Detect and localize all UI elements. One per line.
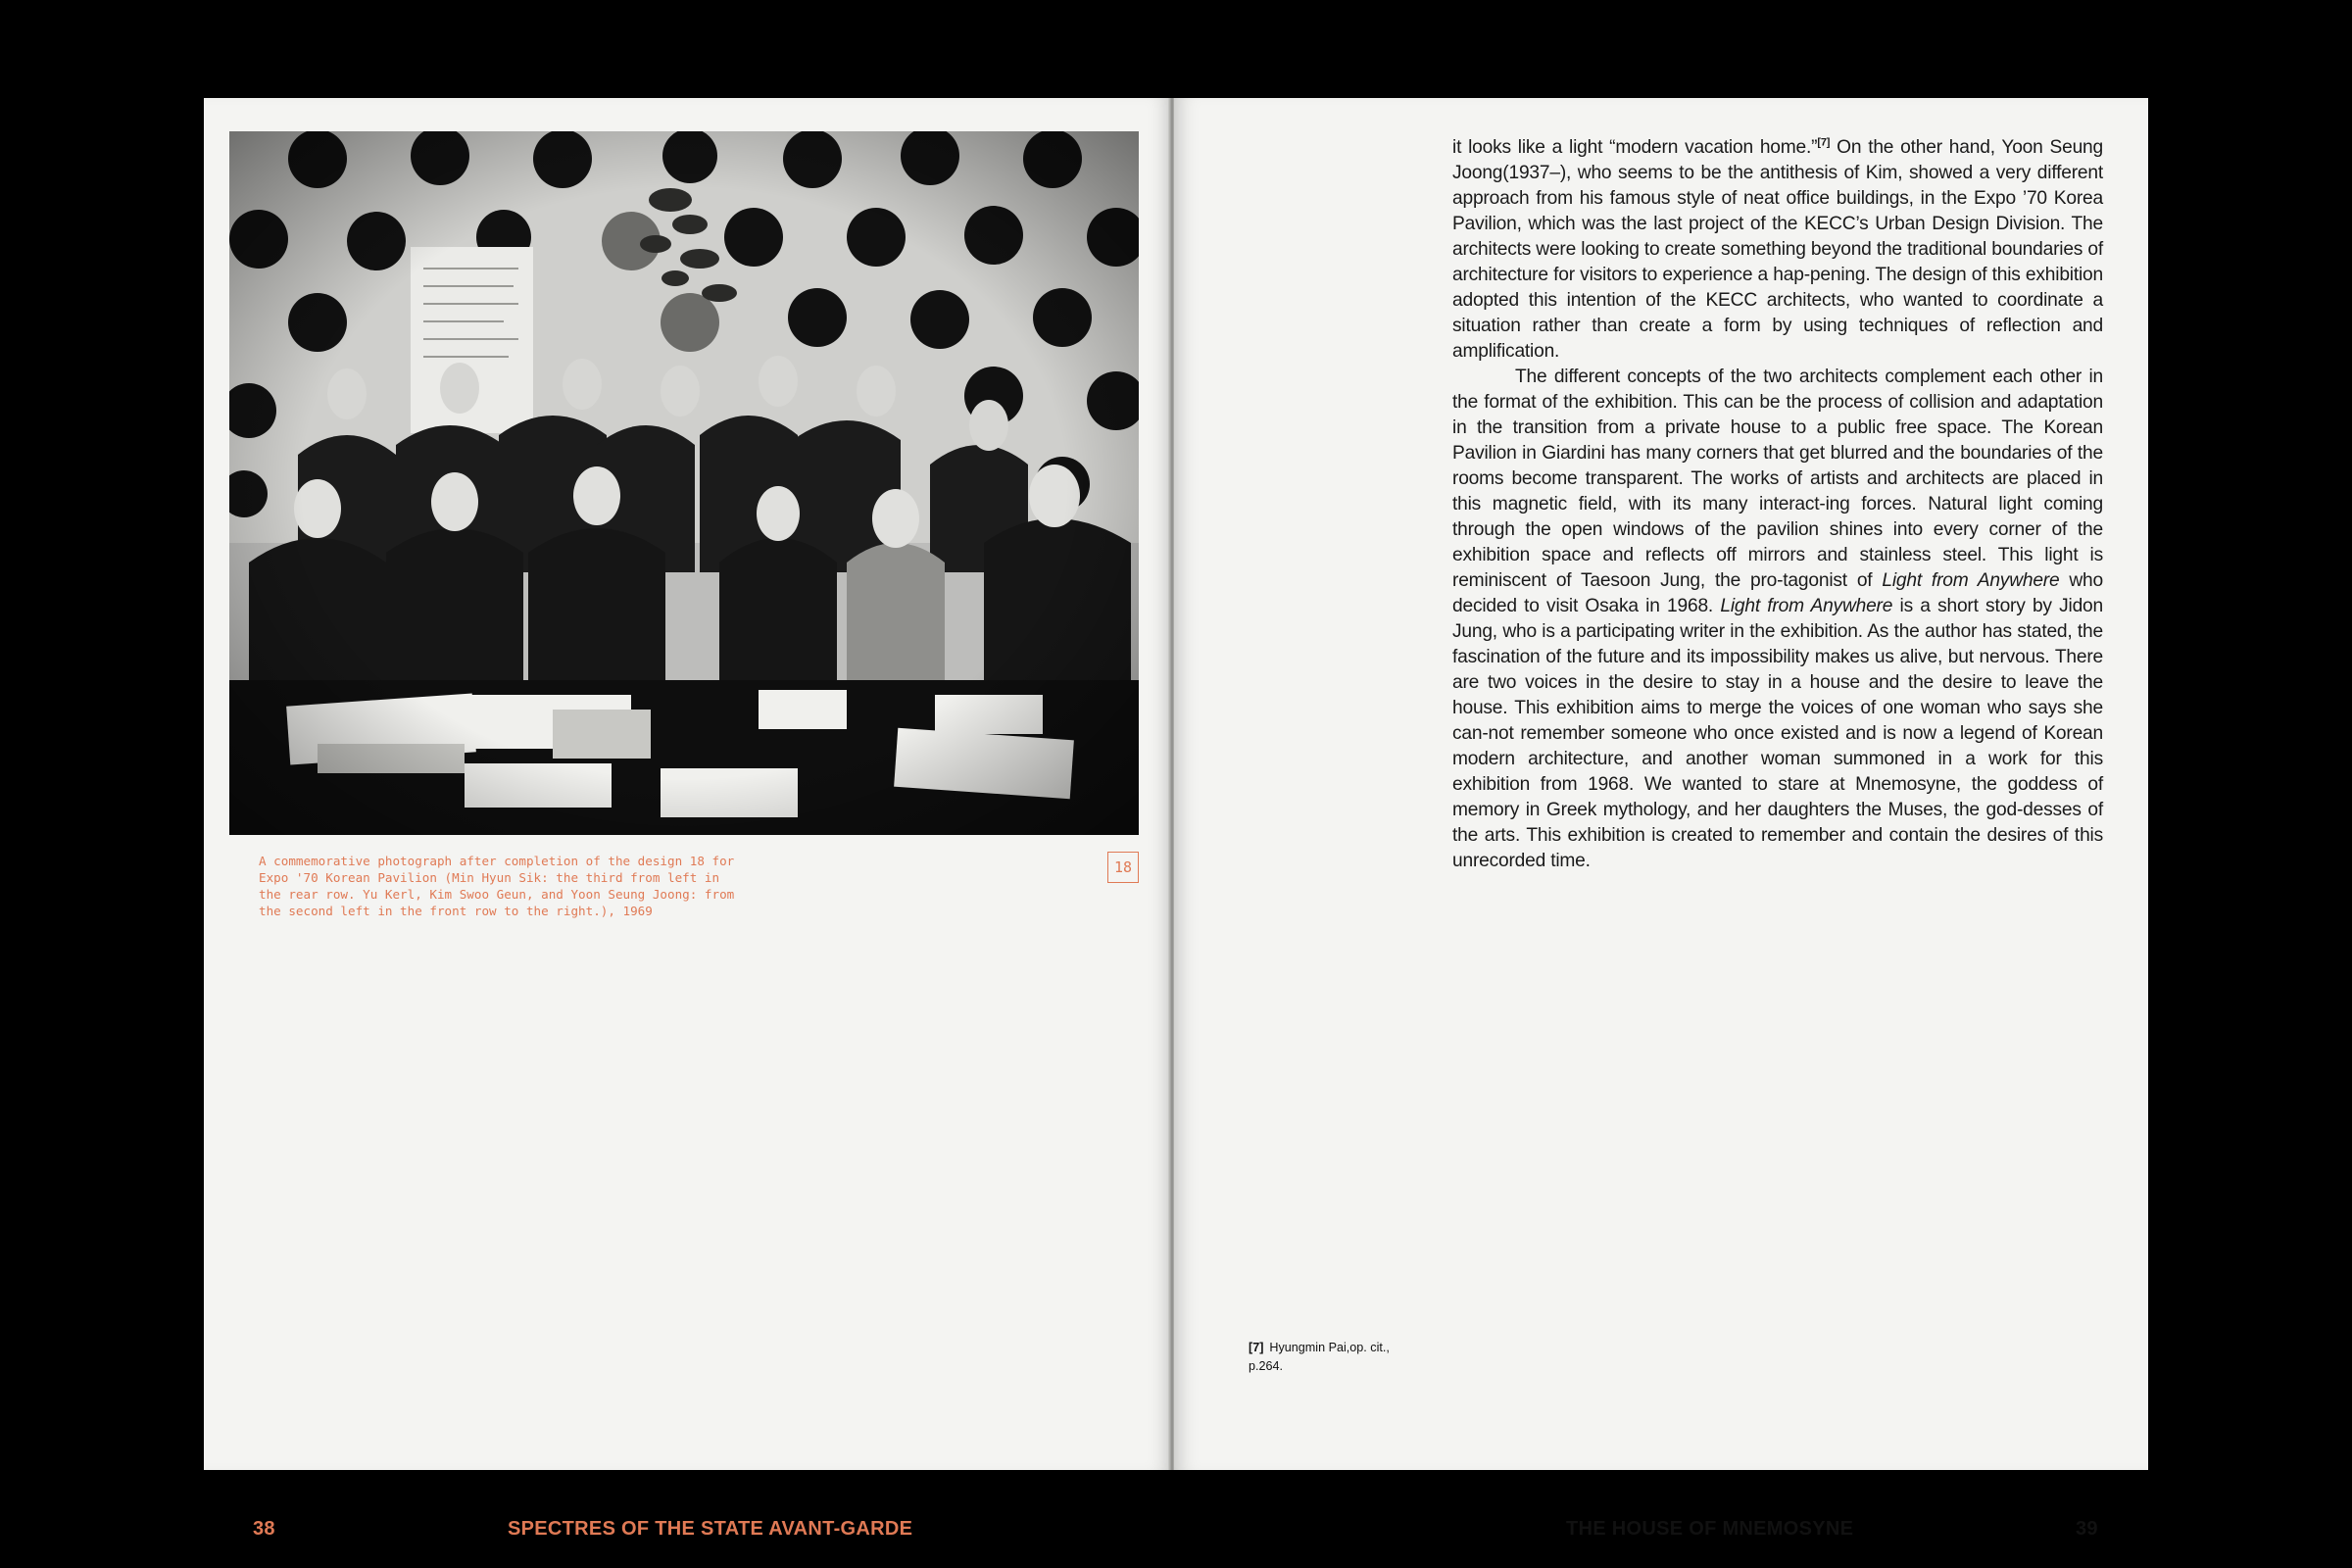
paragraph-2-middle: who decided to visit Osaka in 1968. — [1452, 570, 2103, 616]
footnote — [1249, 1339, 1425, 1376]
page-number-left: 38 — [253, 1518, 275, 1540]
commemorative-photograph — [229, 131, 1139, 835]
paragraph-1-start: it looks like a light “modern vacation home.” — [1452, 137, 1818, 158]
body-text — [1452, 135, 2103, 874]
figure-caption: A commemorative photograph after completion of the design 18 for Expo '70 Korean Pavilion (Min Hyun Sik: the third from left in the rear row. Yu Kerl, Kim Swoo Geun, and Yoon Seung Joong: from the second left in the front row to the right.), 1969 — [259, 854, 735, 918]
paragraph-2 — [1452, 365, 2103, 874]
work-title: Light from Anywhere — [1720, 596, 1893, 616]
right-page — [1174, 98, 2148, 1540]
figure-number-badge: 18 — [1107, 852, 1139, 883]
left-page — [204, 98, 1172, 1540]
footnote-reference: [7] — [1817, 136, 1831, 149]
paragraph-2-end: is a short story by Jidon Jung, who is a participating writer in the exhibition. As the author has stated, the fascination of the future and its impossibility makes us alive, but nervous. There are two voices in the desire to stay in a house and the desire to leave the house. This exhibition aims to merge the voices of one woman who says she can-not remember someone who once existed and is now a legend of Korean modern architecture, and another woman summoned in a work for this exhibition from 1968. We wanted to stare at Mnemosyne, the goddess of memory in Greek mythology, and her daughters the Muses, the god-desses of the arts. This exhibition is created to remember and contain the desires of this unrecorded time. — [1452, 596, 2103, 871]
footnote-text: Hyungmin Pai,op. cit., p.264. — [1249, 1341, 1390, 1373]
running-title-right: THE HOUSE OF MNEMOSYNE — [1566, 1518, 1854, 1540]
paragraph-2-start: The different concepts of the two architects complement each other in the format of the exhibition. This can be the process of collision and adaptation in the transition from a private house to a public free space. The Korean Pavilion in Giardini has many corners that get blurred and the boundaries of the rooms become transparent. The works of artists and architects are placed in this magnetic field, with its many interact-ing forces. Natural light coming through the open windows of the pavilion shines into every corner of the exhibition space and reflects off mirrors and stainless steel. This light is reminiscent of Taesoon Jung, the pro-tagonist of — [1452, 367, 2103, 591]
paragraph-1-rest: On the other hand, Yoon Seung Joong(1937–), who seems to be the antithesis of Kim, showed a very different approach from his famous style of neat office buildings, in the Expo ’70 Korea Pavilion, which was the last project of the KECC’s Urban Design Division. The architects were looking to create something beyond the traditional boundaries of architecture for visitors to experience a hap-pening. The design of this exhibition adopted this intention of the KECC architects, who wanted to coordinate a situation rather than create a form by using techniques of reflection and amplification. — [1452, 137, 2103, 362]
page-number-right: 39 — [2076, 1518, 2098, 1540]
paragraph-1 — [1452, 135, 2103, 365]
footnote-marker: [7] — [1249, 1341, 1264, 1354]
work-title: Light from Anywhere — [1882, 570, 2060, 591]
running-title-left: SPECTRES OF THE STATE AVANT-GARDE — [508, 1518, 913, 1540]
